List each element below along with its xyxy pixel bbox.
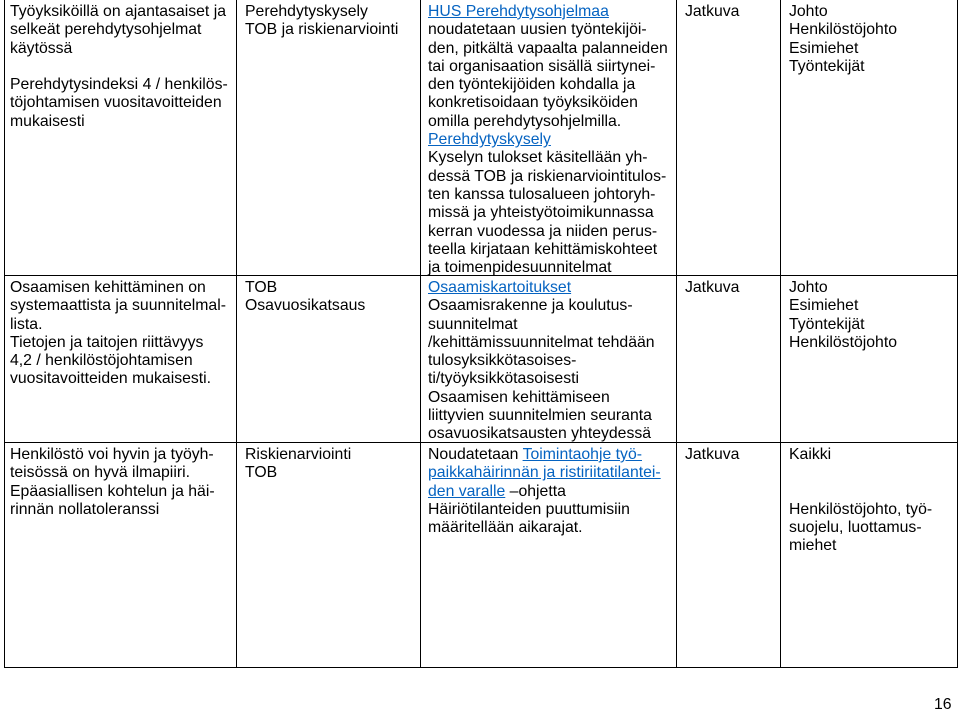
text-line: rinnän nollatoleranssi [10,500,160,518]
hyperlink[interactable]: Perehdytyskysely [428,131,551,149]
text-line: Henkilöstöjohto, työ- [789,500,933,518]
text-line: Esimiehet [789,297,859,315]
indicator-cell [237,443,421,668]
text-line: Jatkuva [685,446,740,463]
text-line: dessä TOB ja riskienarviointitulos- [428,167,667,185]
text-line: Tietojen ja taitojen riittävyys [10,333,204,351]
text-line: Johto [789,3,828,20]
page-number: 16 [934,696,952,713]
text-line: Henkilöstö voi hyvin ja työyh- [10,446,214,463]
text-line: suunnitelmat [428,315,518,333]
schedule-cell [677,0,781,276]
text-line: Henkilöstöjohto [789,333,898,351]
text-line: ti/työyksikkötasoisesti [428,370,579,388]
text-line: tai organisaation sisällä siirtynei- [428,57,656,75]
text-line [428,3,676,21]
actions-cell [421,0,677,276]
text-line: ten kanssa tulosalueen johtoryh- [428,185,656,203]
text-line: teisössä on hyvä ilmapiiri. [10,464,190,482]
text-line: suojelu, luottamus- [789,519,922,537]
responsible-cell [781,0,958,276]
text-line: 4,2 / henkilöstöjohtamisen [10,352,193,370]
text-line: Häiriötilanteiden puuttumisiin [428,500,630,518]
text-line: konkretisoidaan työyksiköiden [428,94,638,112]
text-line: selkeät perehdytysohjelmat [10,21,202,39]
hyperlink[interactable]: paikkahäirinnän ja ristiriitatilantei- [428,464,661,482]
text-line: Kaikki [789,446,832,463]
text-line: Kyselyn tulokset käsitellään yh- [428,149,648,167]
responsible-cell [781,443,958,668]
text-line: omilla perehdytysohjelmilla. [428,112,622,130]
hyperlink[interactable]: Osaamiskartoitukset [428,279,572,296]
text-line: Esimiehet [789,39,859,57]
blank-line [789,483,957,501]
text-line: den työntekijöiden kohdalla ja [428,76,636,94]
actions-cell [421,443,677,668]
text-line: Työyksiköillä on ajantasaiset ja [10,3,227,20]
text-line: TOB ja riskienarviointi [245,21,399,39]
indicator-cell [237,0,421,276]
text-line [428,464,676,482]
indicator-cell [237,276,421,443]
schedule-cell [677,443,781,668]
text-line: käytössä [10,39,73,57]
blank-line [789,464,957,482]
actions-cell [421,276,677,443]
text-line: vuositavoitteiden mukaisesti. [10,370,212,388]
text-line [428,279,676,297]
text-line: Osaamisen kehittämiseen [428,388,610,406]
text-line: Työntekijät [789,315,865,333]
blank-line [10,58,236,76]
text-line: Osaamisen kehittäminen on [10,279,206,296]
text-line: Johto [789,279,828,296]
text-line: osavuosikatsausten yhteydessä [428,425,652,443]
text-line: TOB [245,464,278,482]
goal-cell [4,0,237,276]
text-line [428,446,676,464]
text-line: Epäasiallisen kohtelun ja häi- [10,482,215,500]
schedule-cell [677,276,781,443]
text-line: noudatetaan uusien työntekijöi- [428,21,647,39]
text-line: lista. [10,315,43,333]
hyperlink[interactable]: den varalle [428,482,506,500]
text-line: missä ja yhteistyötoimikunnassa [428,204,654,222]
text-line: Osaamisrakenne ja koulutus- [428,297,633,315]
text-segment: –ohjetta [505,482,566,500]
text-line: Riskienarviointi [245,446,352,463]
text-line: miehet [789,537,837,555]
text-line: teella kirjataan kehittämiskohteet [428,240,658,258]
text-line [428,131,676,149]
text-line: Henkilöstöjohto [789,21,898,39]
text-line: Työntekijät [789,57,865,75]
text-line: tulosyksikkötasoises- [428,352,577,370]
text-line: töjohtamisen vuositavoitteiden [10,94,222,112]
text-line: Jatkuva [685,279,740,296]
goal-cell [4,276,237,443]
goal-cell [4,443,237,668]
text-line: den, pitkältä vapaalta palanneiden [428,39,668,57]
text-line: kerran vuodessa ja niiden perus- [428,222,658,240]
text-line: /kehittämissuunnitelmat tehdään [428,333,655,351]
hyperlink[interactable]: Toimintaohje työ- [522,446,642,463]
text-line: Perehdytyskysely [245,3,368,20]
text-line: määritellään aikarajat. [428,519,583,537]
text-line: liittyvien suunnitelmien seuranta [428,407,652,425]
text-line: mukaisesti [10,112,85,130]
text-line: Perehdytysindeksi 4 / henkilös- [10,76,228,94]
text-line: systemaattista ja suunnitelmal- [10,297,226,315]
responsible-cell [781,276,958,443]
text-line: TOB [245,279,278,296]
text-line: ja toimenpidesuunnitelmat [428,259,612,277]
hyperlink[interactable]: HUS Perehdytysohjelmaa [428,3,609,20]
text-line: Osavuosikatsaus [245,297,366,315]
text-line: Jatkuva [685,3,740,20]
text-segment: Noudatetaan [428,446,523,463]
text-line [428,483,676,501]
